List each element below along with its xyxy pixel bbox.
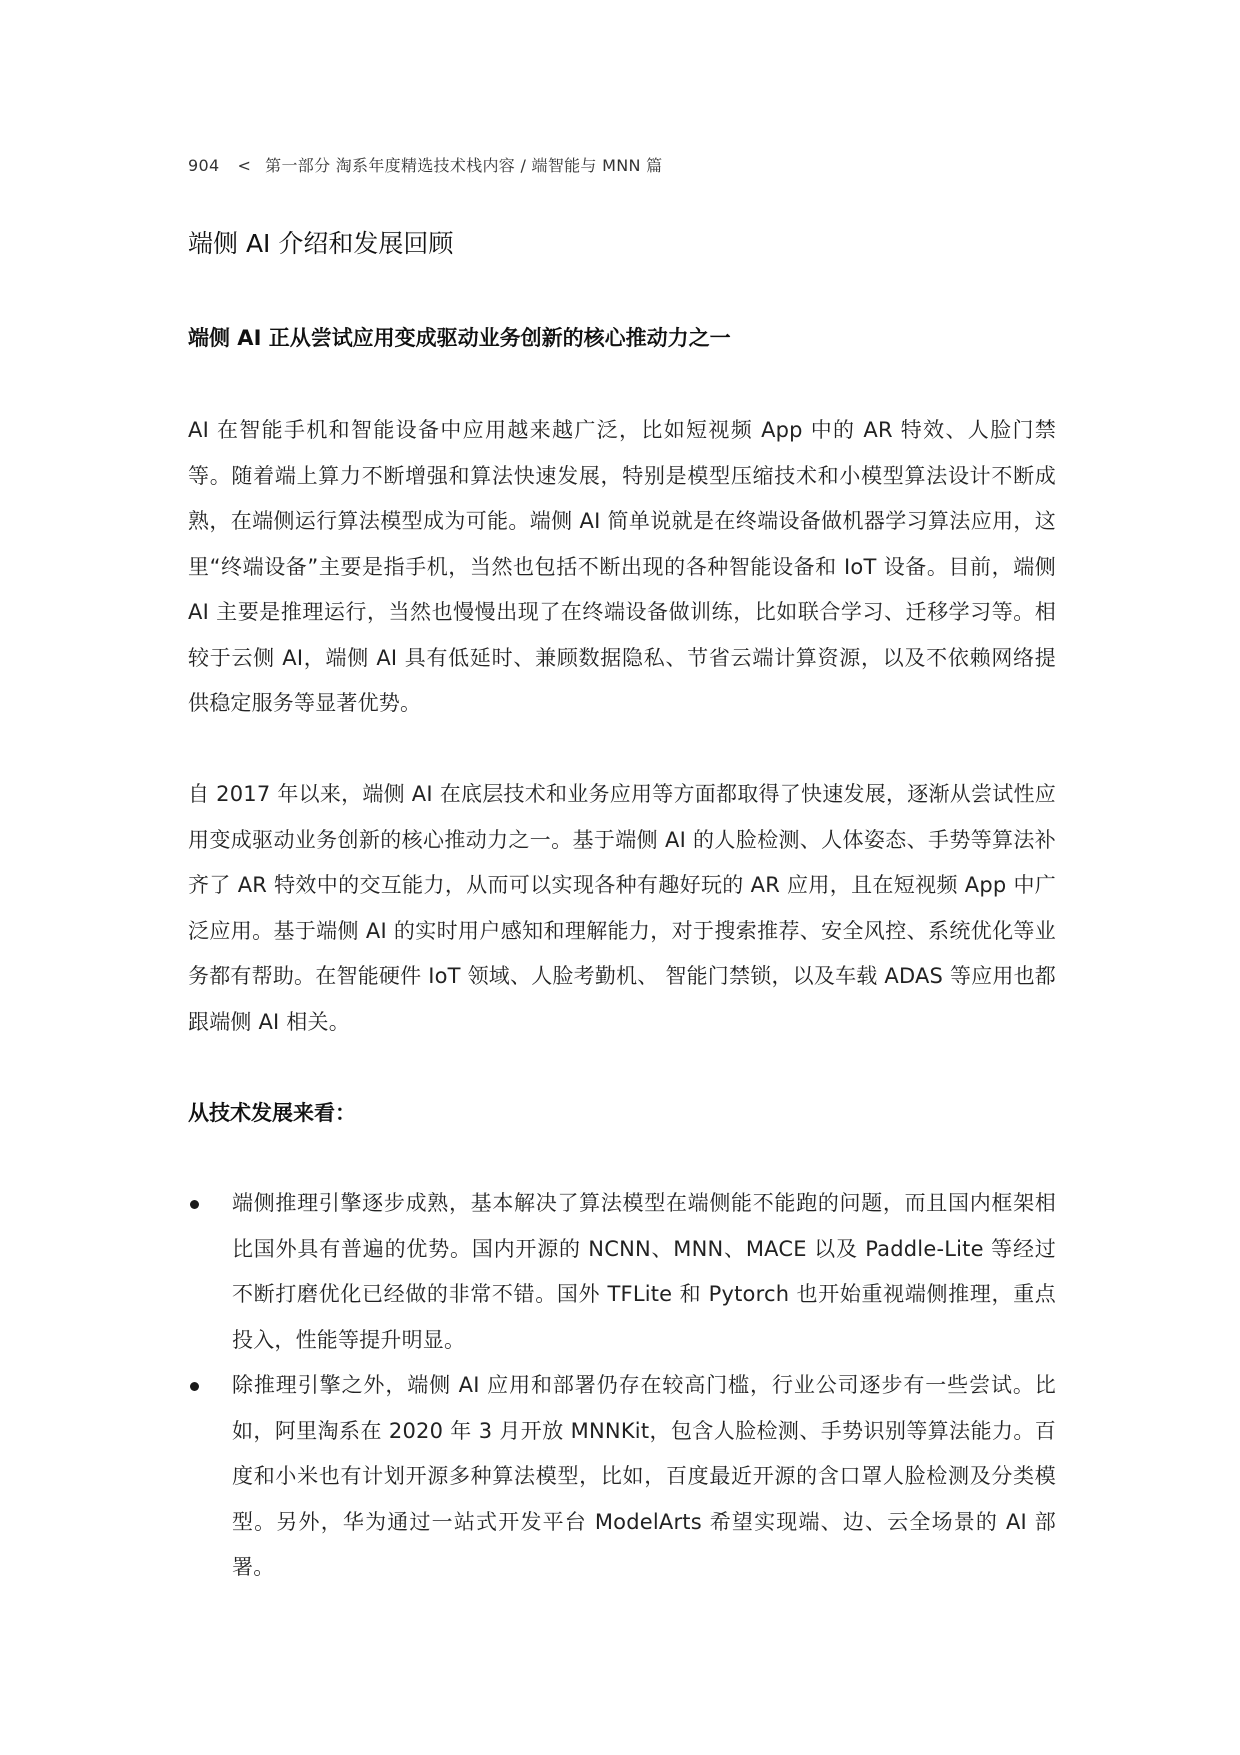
body-paragraph: AI 在智能手机和智能设备中应用越来越广泛，比如短视频 App 中的 AR 特效、人脸门禁等。随着端上算力不断增强和算法快速发展，特别是模型压缩技术和小模型算法设计不断成熟，在端侧运行算法模型成为可能。端侧 AI 简单说就是在终端设备做机器学习算法应用，这里“终端设备”主要是指手机，当然也包括不断出现的各种智能设备和 IoT 设备。目前，端侧 AI 主要是推理运行，当然也慢慢出现了在终端设备做训练，比如联合学习、迁移学习等。相较于云侧 AI，端侧 AI 具有低延时、兼顾数据隐私、节省云端计算资源，以及不依赖网络提供稳定服务等显著优势。 [188, 418, 1056, 715]
section-title: 端侧 AI 介绍和发展回顾 [188, 229, 454, 258]
breadcrumb: 第一部分 淘系年度精选技术栈内容 / 端智能与 MNN 篇 [265, 156, 663, 175]
page-number: 904 [188, 156, 220, 175]
body-paragraph: 自 2017 年以来，端侧 AI 在底层技术和业务应用等方面都取得了快速发展，逐渐从尝试性应用变成驱动业务创新的核心推动力之一。基于端侧 AI 的人脸检测、人体姿态、手势等算法补齐了 AR 特效中的交互能力，从而可以实现各种有趣好玩的 AR 应用，且在短视频 App 中广泛应用。基于端侧 AI 的实时用户感知和理解能力，对于搜索推荐、安全风控、系统优化等业务都有帮助。在智能硬件 IoT 领域、人脸考勤机、 智能门禁锁，以及车载 ADAS 等应用也都跟端侧 AI 相关。 [188, 782, 1056, 1034]
lead-in-heading: 从技术发展来看： [188, 1101, 356, 1125]
document-page [188, 0, 1056, 1755]
list-item-text: 端侧推理引擎逐步成熟，基本解决了算法模型在端侧能不能跑的问题，而且国内框架相比国外具有普遍的优势。国内开源的 NCNN、MNN、MACE 以及 Paddle-Lite 等经过不断打磨优化已经做的非常不错。国外 TFLite 和 Pytorch 也开始重视端侧推理，重点投入，性能等提升明显。 [232, 1191, 1056, 1352]
running-header [188, 153, 662, 176]
subsection-title: 端侧 AI 正从尝试应用变成驱动业务创新的核心推动力之一 [188, 326, 731, 350]
list-item [188, 1181, 1056, 1363]
bullet-list [188, 1181, 1056, 1591]
header-separator: < [237, 156, 252, 175]
bullet-icon [190, 1382, 199, 1391]
list-item [188, 1363, 1056, 1591]
list-item-text: 除推理引擎之外，端侧 AI 应用和部署仍存在较高门槛，行业公司逐步有一些尝试。比如，阿里淘系在 2020 年 3 月开放 MNNKit，包含人脸检测、手势识别等算法能力。百度和小米也有计划开源多种算法模型，比如，百度最近开源的含口罩人脸检测及分类模型。另外，华为通过一站式开发平台 ModelArts 希望实现端、边、云全场景的 AI 部署。 [232, 1373, 1056, 1579]
bullet-icon [190, 1200, 199, 1209]
